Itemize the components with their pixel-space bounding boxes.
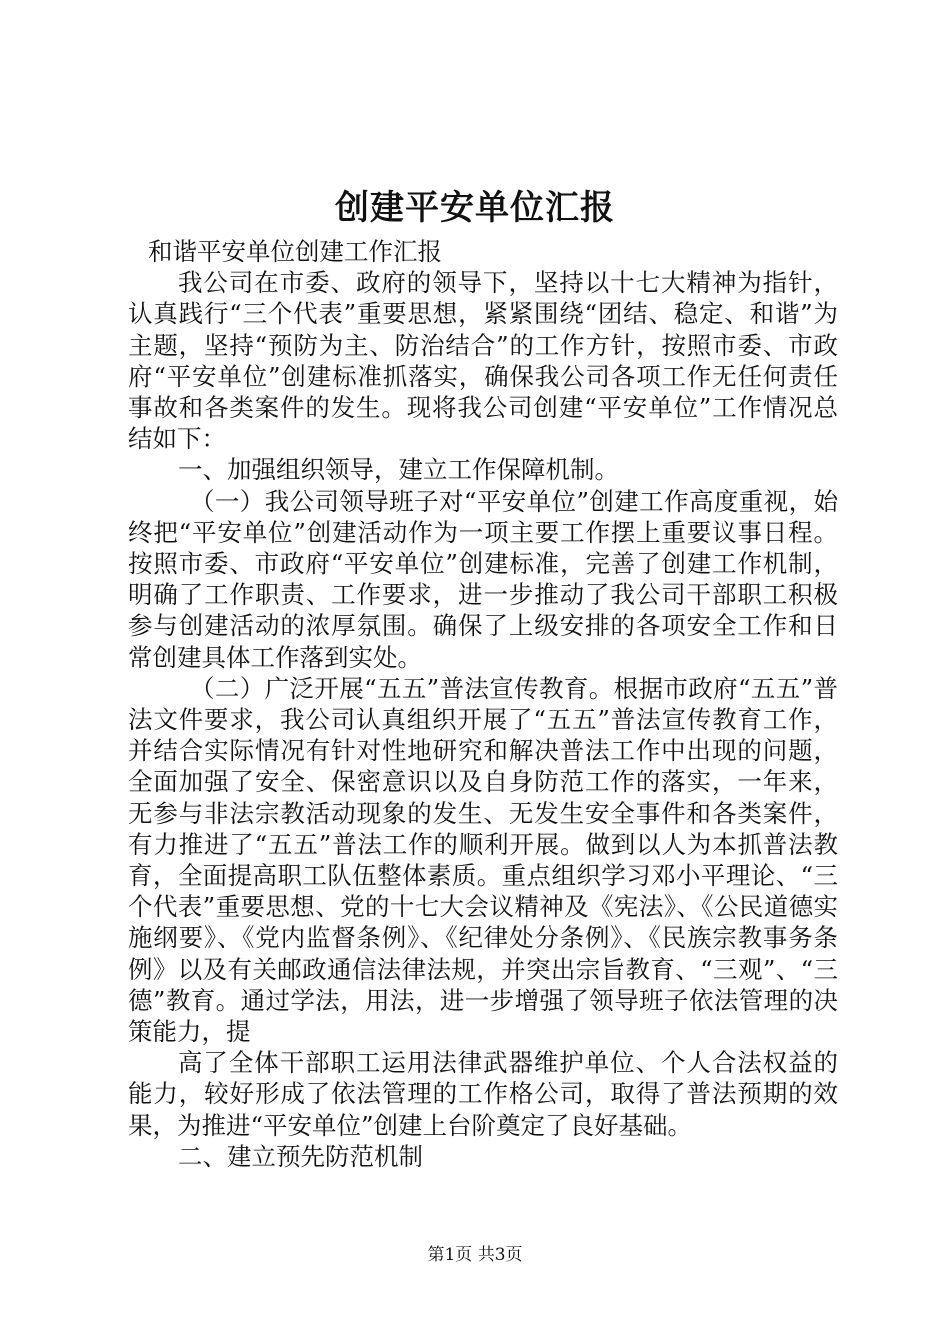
- document-body: [128, 236, 838, 1172]
- paragraph-section-1-2: （二）广泛开展“五五”普法宣传教育。根据市政府“五五”普法文件要求，我公司认真组织开展了“五五”普法宣传教育工作，并结合实际情况有针对性地研究和解决普法工作中出现的问题，全面加强了安全、保密意识以及自身防范工作的落实，一年来，无参与非法宗教活动现象的发生、无发生安全事件和各类案件，有力推进了“五五”普法工作的顺利开展。做到以人为本抓普法教育，全面提高职工队伍整体素质。重点组织学习邓小平理论、“三个代表”重要思想、党的十七大会议精神及《宪法》、《公民道德实施纲要》、《党内监督条例》、《纪律处分条例》、《民族宗教事务条例》以及有关邮政通信法律法规，并突出宗旨教育、“三观”、“三德”教育。通过学法，用法，进一步增强了领导班子依法管理的决策能力，提: [128, 673, 838, 1047]
- section-heading-1: 一、加强组织领导，建立工作保障机制。: [178, 455, 619, 485]
- paragraph-continuation: 高了全体干部职工运用法律武器维护单位、个人合法权益的能力，较好形成了依法管理的工作格公司，取得了普法预期的效果，为推进“平安单位”创建上台阶奠定了良好基础。: [128, 1048, 838, 1140]
- paragraph-intro: 我公司在市委、政府的领导下，坚持以十七大精神为指针，认真践行“三个代表”重要思想，紧紧围绕“团结、稳定、和谐”为主题，坚持“预防为主、防治结合”的工作方针，按照市委、市政府“平安单位”创建标准抓落实，确保我公司各项工作无任何责任事故和各类案件的发生。现将我公司创建“平安单位”工作情况总结如下：: [128, 268, 838, 454]
- document-subtitle: 和谐平安单位创建工作汇报: [148, 237, 442, 266]
- page-number: 第1页 共3页: [427, 1245, 523, 1265]
- document-title: 创建平安单位汇报: [335, 188, 615, 228]
- section-heading-2: 二、建立预先防范机制: [178, 1141, 423, 1171]
- paragraph-section-1-1: （一）我公司领导班子对“平安单位”创建工作高度重视，始终把“平安单位”创建活动作为一项主要工作摆上重要议事日程。按照市委、市政府“平安单位”创建标准，完善了创建工作机制，明确了工作职责、工作要求，进一步推动了我公司干部职工积极参与创建活动的浓厚氛围。确保了上级安排的各项安全工作和日常创建具体工作落到实处。: [128, 486, 838, 672]
